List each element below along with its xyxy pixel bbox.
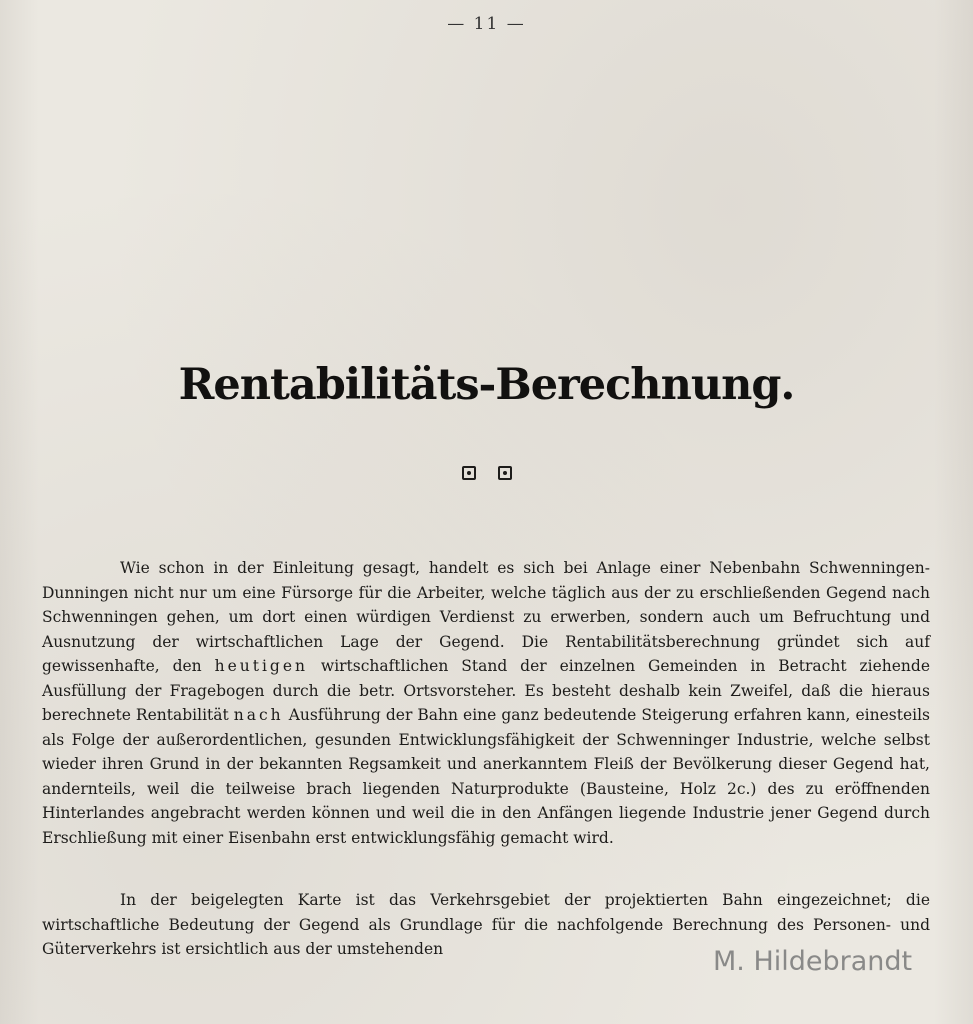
page-title: Rentabilitäts-Berechnung. [178,360,795,410]
title-ornaments [0,466,973,480]
paragraph-1 [42,556,930,850]
page-number: — 11 — [447,14,526,34]
paragraph-1-text-c: Ausführung der Bahn eine ganz bedeutende Steigerung erfahren kann, einesteils als Folge der außerordentlichen, gesunden Entwicklungsfähigkeit der Schwenninger Industrie, welche selbst wieder ihren Grund in der bekannten Regsamkeit und anerkanntem Fleiß der Bevölkerung dieser Gegend hat, andernteils, weil die teilweise brach liegenden Naturprodukte (Bausteine, Holz 2c.) des zu eröffnenden Hinterlandes angebracht werden können und weil die in den Anfängen liegende Industrie jener Gegend durch Erschließung mit einer Eisenbahn erst entwicklungsfähig gemacht wird. [42,706,930,847]
square-dot-icon [462,466,476,480]
paragraph-2-text: In der beigelegten Karte ist das Verkehrsgebiet der projektierten Bahn eingezeichnet; die wirtschaftliche Bedeutung der Gegend als Grundlage für die nachfolgende Berechnung des Personen- und Güterverkehrs ist ersichtlich aus der umstehenden [42,891,930,958]
paragraph-1-text-a: Wie schon in der Einleitung gesagt, handelt es sich bei Anlage einer Nebenbahn Schwenningen-Dunningen nicht nur um eine Fürsorge für die Arbeiter, welche täglich aus der zu erschließenden Gegend nach Schwenningen gehen, um dort einen würdigen Verdienst zu erwerben, sondern auch um Befruchtung und Ausnutzung der wirtschaftlichen Lage der Gegend. Die Rentabilitätsberechnung gründet sich auf gewissenhafte, den [42,559,930,675]
emphasized-heutigen: heutigen [214,657,308,675]
square-dot-icon [498,466,512,480]
paragraph-1-text-b: wirtschaftlichen Stand der einzelnen Gemeinden in Betracht ziehende Ausfüllung der Fragebogen durch die betr. Ortsvorsteher. Es besteht deshalb kein Zweifel, daß die hieraus berechnete Rentabilität [42,657,931,724]
watermark: M. Hildebrandt [713,946,913,977]
emphasized-nach: nach [233,706,284,724]
